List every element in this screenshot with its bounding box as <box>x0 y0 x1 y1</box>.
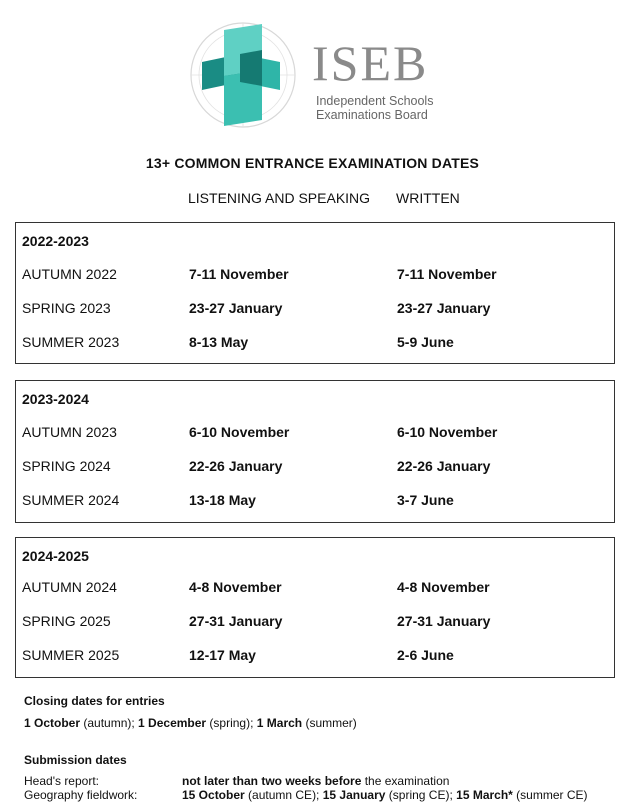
logo-subtitle <box>316 94 456 122</box>
term-row <box>16 492 614 512</box>
column-header-listening: LISTENING AND SPEAKING <box>188 190 371 206</box>
term-row <box>16 647 614 667</box>
submission-label: Geography fieldwork: <box>24 788 138 802</box>
listening-date: 23-27 January <box>189 300 283 316</box>
written-date: 7-11 November <box>397 266 497 282</box>
written-date: 2-6 June <box>397 647 454 663</box>
term-name: SPRING 2025 <box>22 613 111 629</box>
closing-dates-text <box>24 716 357 730</box>
year-label: 2022-2023 <box>22 233 89 249</box>
listening-date: 27-31 January <box>189 613 283 629</box>
term-name: AUTUMN 2024 <box>22 579 117 595</box>
term-name: SUMMER 2023 <box>22 334 120 350</box>
closing-text: (summer) <box>302 716 357 730</box>
term-name: SPRING 2024 <box>22 458 111 474</box>
closing-text: (spring); <box>206 716 257 730</box>
year-label: 2024-2025 <box>22 548 89 564</box>
submission-text: the examination <box>361 774 450 788</box>
listening-date: 6-10 November <box>189 424 290 440</box>
listening-date: 22-26 January <box>189 458 283 474</box>
written-date: 4-8 November <box>397 579 490 595</box>
term-row <box>16 424 614 444</box>
listening-date: 7-11 November <box>189 266 289 282</box>
year-box-2023-2024 <box>15 380 615 523</box>
listening-date: 12-17 May <box>189 647 256 663</box>
listening-date: 13-18 May <box>189 492 256 508</box>
logo-subtitle-line2: Examinations Board <box>316 108 428 122</box>
year-box-2022-2023 <box>15 222 615 364</box>
submission-value <box>182 788 588 802</box>
submission-text: (summer CE) <box>512 788 588 802</box>
closing-text: (autumn); <box>80 716 139 730</box>
listening-date: 4-8 November <box>189 579 282 595</box>
iseb-emblem-icon <box>184 20 302 130</box>
written-date: 22-26 January <box>397 458 491 474</box>
term-row <box>16 266 614 286</box>
closing-dates-title: Closing dates for entries <box>24 694 165 708</box>
listening-date: 8-13 May <box>189 334 249 350</box>
written-date: 6-10 November <box>397 424 498 440</box>
submission-label: Head's report: <box>24 774 99 788</box>
submission-dates-title: Submission dates <box>24 753 127 767</box>
term-name: SUMMER 2024 <box>22 492 120 508</box>
logo-subtitle-line1: Independent Schools <box>316 94 434 108</box>
closing-date-summer: 1 March <box>256 716 303 730</box>
term-name: SPRING 2023 <box>22 300 111 316</box>
submission-value <box>182 774 449 788</box>
term-name: SUMMER 2025 <box>22 647 120 663</box>
written-date: 3-7 June <box>397 492 454 508</box>
submission-date: 15 January <box>322 788 386 802</box>
year-box-2024-2025 <box>15 537 615 678</box>
year-label: 2023-2024 <box>22 391 89 407</box>
written-date: 27-31 January <box>397 613 491 629</box>
iseb-logo <box>184 20 454 130</box>
term-row <box>16 613 614 633</box>
submission-date: 15 October <box>182 788 245 802</box>
submission-text: (autumn CE); <box>244 788 323 802</box>
page-title: 13+ COMMON ENTRANCE EXAMINATION DATES <box>145 155 480 171</box>
term-row <box>16 300 614 320</box>
closing-date-spring: 1 December <box>138 716 207 730</box>
term-name: AUTUMN 2023 <box>22 424 117 440</box>
written-date: 5-9 June <box>397 334 454 350</box>
term-row <box>16 334 614 354</box>
logo-name: ISEB <box>312 35 429 91</box>
closing-date-autumn: 1 October <box>24 716 81 730</box>
term-row <box>16 458 614 478</box>
column-header-written: WRITTEN <box>396 190 460 206</box>
submission-date: 15 March* <box>456 788 513 802</box>
submission-text: (spring CE); <box>385 788 457 802</box>
submission-emphasis: not later than two weeks before <box>182 774 362 788</box>
written-date: 23-27 January <box>397 300 491 316</box>
term-name: AUTUMN 2022 <box>22 266 117 282</box>
term-row <box>16 579 614 599</box>
